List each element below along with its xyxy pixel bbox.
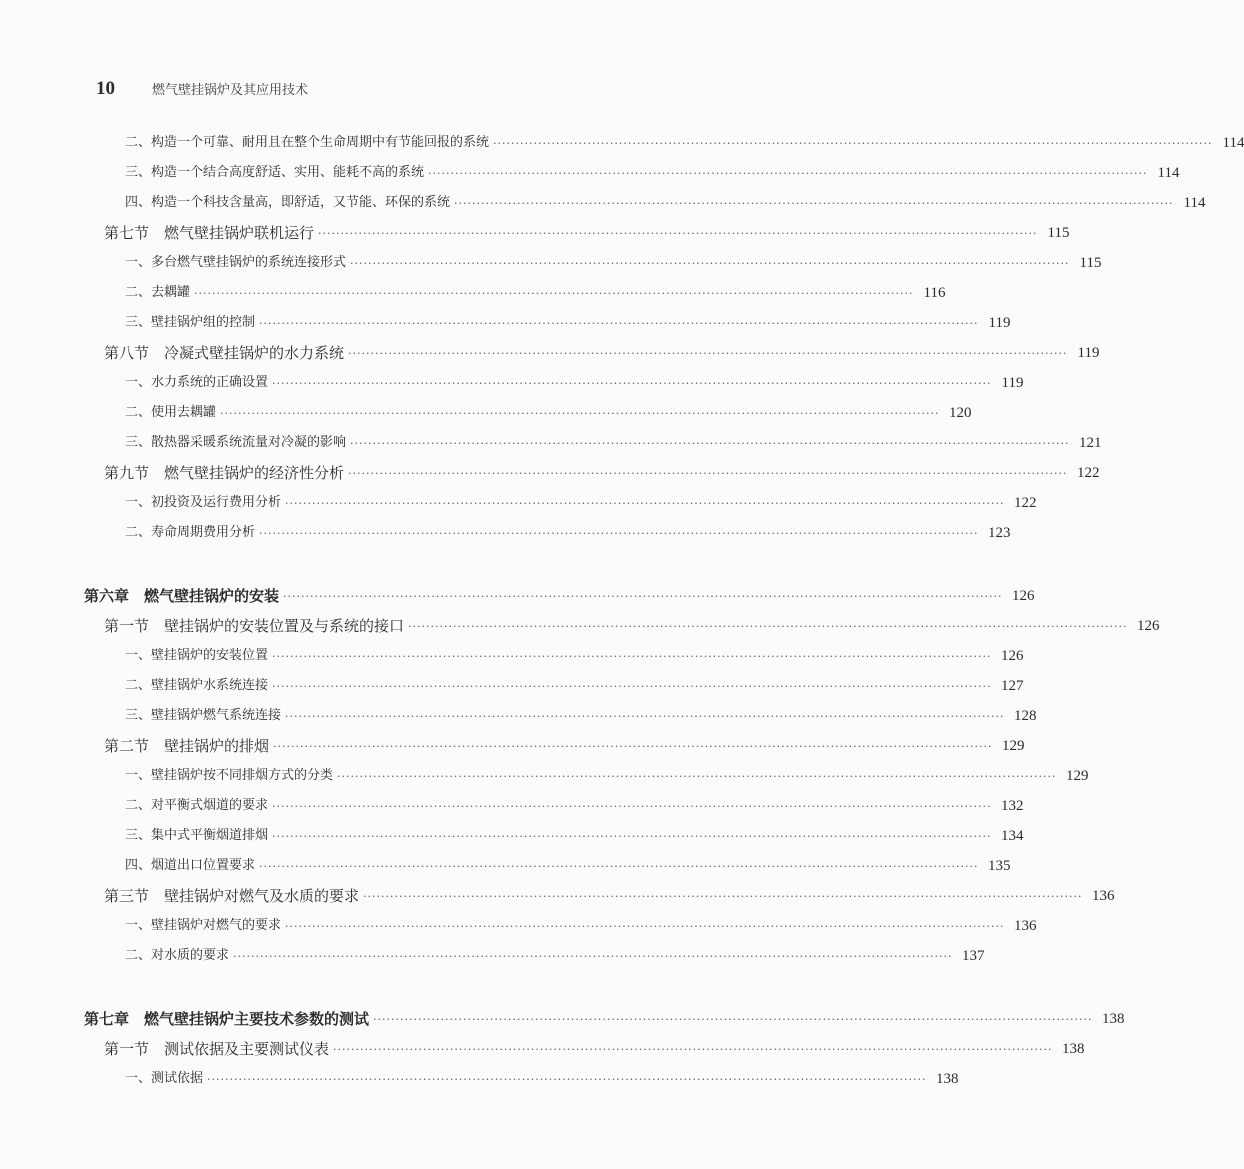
toc-entry-page: 136 xyxy=(1091,888,1115,904)
toc-entry-page: 115 xyxy=(1079,255,1102,271)
toc-item xyxy=(125,373,1024,393)
toc-item xyxy=(125,916,1037,936)
toc-entry-page: 129 xyxy=(1001,738,1025,754)
toc-section xyxy=(104,1039,1085,1059)
toc-entry-page: 134 xyxy=(1000,828,1024,844)
toc-entry-title: 二、使用去耦罐 xyxy=(125,405,217,420)
toc-entry-page: 119 xyxy=(1077,345,1100,361)
dot-leader: ································································································································································ xyxy=(283,590,1003,603)
toc-entry-page: 137 xyxy=(961,948,985,964)
dot-leader: ································································································································································ xyxy=(194,287,914,300)
dot-leader: ································································································································································ xyxy=(285,920,1005,933)
toc-item xyxy=(125,706,1037,726)
toc-item xyxy=(125,403,972,423)
toc-item xyxy=(125,193,1206,213)
dot-leader: ································································································································································ xyxy=(350,257,1070,270)
running-title: 燃气壁挂锅炉及其应用技术 xyxy=(152,83,309,98)
dot-leader: ································································································································································ xyxy=(285,710,1005,723)
dot-leader: ································································································································································ xyxy=(272,830,992,843)
toc-entry-title: 第二节 壁挂锅炉的排烟 xyxy=(104,737,270,755)
toc-section xyxy=(104,463,1100,483)
toc-entry-page: 122 xyxy=(1076,465,1100,481)
dot-leader: ································································································································································ xyxy=(350,437,1070,450)
toc-entry-page: 138 xyxy=(935,1071,959,1087)
toc-section xyxy=(104,343,1100,363)
toc-entry-title: 二、去耦罐 xyxy=(125,285,191,300)
toc-item xyxy=(125,826,1024,846)
dot-leader: ································································································································································ xyxy=(363,890,1083,903)
dot-leader: ································································································································································ xyxy=(348,347,1068,360)
toc-entry-title: 第七节 燃气壁挂锅炉联机运行 xyxy=(104,224,315,242)
toc-entry-page: 138 xyxy=(1061,1041,1085,1057)
toc-item xyxy=(125,253,1102,273)
toc-entry-title: 第一节 测试依据及主要测试仪表 xyxy=(104,1040,330,1058)
toc-entry-title: 第六章 燃气壁挂锅炉的安装 xyxy=(84,587,280,605)
toc-entry-title: 第八节 冷凝式壁挂锅炉的水力系统 xyxy=(104,344,345,362)
dot-leader: ································································································································································ xyxy=(259,527,979,540)
toc-entry-title: 一、水力系统的正确设置 xyxy=(125,375,269,390)
dot-leader: ································································································································································ xyxy=(493,137,1213,150)
toc-entry-title: 二、壁挂锅炉水系统连接 xyxy=(125,678,269,693)
toc-chapter xyxy=(84,1009,1125,1029)
dot-leader: ································································································································································ xyxy=(220,407,940,420)
toc-entry-title: 一、多台燃气壁挂锅炉的系统连接形式 xyxy=(125,255,347,270)
dot-leader: ································································································································································ xyxy=(259,860,979,873)
dot-leader: ································································································································································ xyxy=(333,1043,1053,1056)
toc-entry-page: 138 xyxy=(1101,1011,1125,1027)
toc-entry-title: 一、壁挂锅炉的安装位置 xyxy=(125,648,269,663)
toc-item xyxy=(125,766,1089,786)
toc-entry-page: 120 xyxy=(948,405,972,421)
toc-entry-title: 二、构造一个可靠、耐用且在整个生命周期中有节能回报的系统 xyxy=(125,135,490,150)
toc-item xyxy=(125,1069,959,1089)
toc-entry-page: 115 xyxy=(1047,225,1070,241)
toc-entry-title: 三、壁挂锅炉组的控制 xyxy=(125,315,256,330)
toc-entry-title: 三、集中式平衡烟道排烟 xyxy=(125,828,269,843)
toc-entry-title: 二、寿命周期费用分析 xyxy=(125,525,256,540)
toc-entry-title: 四、构造一个科技含量高，即舒适，又节能、环保的系统 xyxy=(125,195,451,210)
toc-item xyxy=(125,433,1102,453)
dot-leader: ································································································································································ xyxy=(272,650,992,663)
toc-item xyxy=(125,676,1024,696)
toc-entry-page: 136 xyxy=(1013,918,1037,934)
toc-entry-page: 126 xyxy=(1011,588,1035,604)
dot-leader: ································································································································································ xyxy=(273,740,993,753)
dot-leader: ································································································································································ xyxy=(259,317,979,330)
dot-leader: ································································································································································ xyxy=(285,497,1005,510)
dot-leader: ································································································································································ xyxy=(408,620,1128,633)
toc-entry-page: 123 xyxy=(987,525,1011,541)
toc-section xyxy=(104,616,1160,636)
toc-item xyxy=(125,796,1024,816)
toc-item xyxy=(125,946,985,966)
toc-entry-title: 二、对平衡式烟道的要求 xyxy=(125,798,269,813)
toc-entry-title: 一、壁挂锅炉对燃气的要求 xyxy=(125,918,282,933)
dot-leader: ································································································································································ xyxy=(207,1073,927,1086)
toc-entry-page: 128 xyxy=(1013,708,1037,724)
toc-entry-title: 三、构造一个结合高度舒适、实用、能耗不高的系统 xyxy=(125,165,425,180)
toc-entry-title: 一、初投资及运行费用分析 xyxy=(125,495,282,510)
page-number: 10 xyxy=(96,78,115,99)
toc-item xyxy=(125,493,1037,513)
toc-item xyxy=(125,523,1011,543)
toc-item xyxy=(125,163,1180,183)
dot-leader: ································································································································································ xyxy=(272,800,992,813)
toc-entry-page: 122 xyxy=(1013,495,1037,511)
toc-entry-page: 114 xyxy=(1222,135,1244,151)
toc-entry-title: 第三节 壁挂锅炉对燃气及水质的要求 xyxy=(104,887,360,905)
toc-entry-page: 116 xyxy=(923,285,946,301)
toc-entry-page: 119 xyxy=(988,315,1011,331)
toc-item xyxy=(125,856,1011,876)
toc-entry-title: 二、对水质的要求 xyxy=(125,948,230,963)
dot-leader: ································································································································································ xyxy=(373,1013,1093,1026)
toc-entry-page: 129 xyxy=(1065,768,1089,784)
toc-item xyxy=(125,133,1244,153)
toc-entry-title: 三、壁挂锅炉燃气系统连接 xyxy=(125,708,282,723)
toc-entry-page: 114 xyxy=(1157,165,1180,181)
toc-entry-title: 三、散热器采暖系统流量对冷凝的影响 xyxy=(125,435,347,450)
toc-entry-title: 一、测试依据 xyxy=(125,1071,204,1086)
toc-section xyxy=(104,886,1115,906)
toc-entry-page: 119 xyxy=(1001,375,1024,391)
toc-chapter xyxy=(84,586,1035,606)
dot-leader: ································································································································································ xyxy=(233,950,953,963)
toc-entry-title: 一、壁挂锅炉按不同排烟方式的分类 xyxy=(125,768,334,783)
toc-entry-page: 135 xyxy=(987,858,1011,874)
dot-leader: ································································································································································ xyxy=(337,770,1057,783)
toc-entry-title: 第七章 燃气壁挂锅炉主要技术参数的测试 xyxy=(84,1010,370,1028)
dot-leader: ································································································································································ xyxy=(454,197,1174,210)
toc-entry-page: 127 xyxy=(1000,678,1024,694)
dot-leader: ································································································································································ xyxy=(272,377,992,390)
dot-leader: ································································································································································ xyxy=(428,167,1148,180)
dot-leader: ································································································································································ xyxy=(318,227,1038,240)
toc-entry-page: 114 xyxy=(1183,195,1206,211)
toc-section xyxy=(104,223,1070,243)
toc-entry-page: 132 xyxy=(1000,798,1024,814)
toc-section xyxy=(104,736,1025,756)
toc-entry-page: 126 xyxy=(1000,648,1024,664)
toc-entry-title: 第一节 壁挂锅炉的安装位置及与系统的接口 xyxy=(104,617,405,635)
toc-entry-page: 121 xyxy=(1078,435,1102,451)
page-header xyxy=(96,78,308,100)
toc-entry-title: 四、烟道出口位置要求 xyxy=(125,858,256,873)
toc-entry-title: 第九节 燃气壁挂锅炉的经济性分析 xyxy=(104,464,345,482)
dot-leader: ································································································································································ xyxy=(272,680,992,693)
toc-item xyxy=(125,283,946,303)
toc-item xyxy=(125,313,1011,333)
toc-item xyxy=(125,646,1024,666)
dot-leader: ································································································································································ xyxy=(348,467,1068,480)
toc-entry-page: 126 xyxy=(1136,618,1160,634)
